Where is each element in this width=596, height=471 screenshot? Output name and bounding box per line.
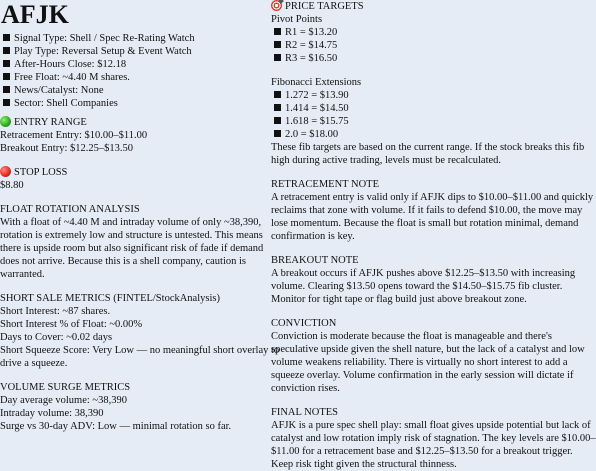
list-item: R2 = $14.75 [271,39,596,52]
fib-list [271,89,596,141]
square-bullet-icon [274,41,281,48]
square-bullet-icon [3,99,10,106]
retracement-note-section [271,178,596,243]
entry-range-section [0,116,282,155]
square-bullet-icon [3,47,10,54]
breakout-note-text: A breakout occurs if AFJK pushes above $12.25–$13.50 with increasing volume. Clearing $13.50 opens toward the $14.50–$15.75 fib cluster. Monitor for tight tape or flag build just above breakout zone. [271,268,576,305]
breakout-note-section [271,254,596,306]
retracement-note-text: A retracement entry is valid only if AFJK dips to $10.00–$11.00 and quickly reclaims that zone with volume. If it fails to defend $10.00, the move may lose momentum. Because the float is small but rotation minimal, demand confirmation is key. [271,192,594,242]
volume-surge-heading: VOLUME SURGE METRICS [0,382,131,393]
square-bullet-icon [274,91,281,98]
breakout-note-heading: BREAKOUT NOTE [271,255,359,266]
short-squeeze-score: Short Squeeze Score: Very Low — no meaningful short overlay to drive a squeeze. [0,345,280,369]
list-item: After-Hours Close: $12.18 [0,58,282,71]
pivot-points-label: Pivot Points [271,14,323,25]
summary-list [0,32,282,110]
square-bullet-icon [3,60,10,67]
list-item: Free Float: ~4.40 M shares. [0,71,282,84]
list-item: Play Type: Reversal Setup & Event Watch [0,45,282,58]
retracement-note-heading: RETRACEMENT NOTE [271,179,380,190]
target-dart-icon [271,0,282,11]
short-interest-pct: Short Interest % of Float: ~0.00% [0,319,143,330]
price-targets-section [271,0,596,167]
square-bullet-icon [3,34,10,41]
conviction-heading: CONVICTION [271,318,337,329]
conviction-section [271,317,596,395]
square-bullet-icon [3,73,10,80]
stop-loss-section [0,166,282,192]
list-item: Signal Type: Shell / Spec Re-Rating Watch [0,32,282,45]
square-bullet-icon [274,117,281,124]
list-item: 1.618 = $15.75 [271,115,596,128]
retracement-entry: Retracement Entry: $10.00–$11.00 [0,130,148,141]
float-rotation-text: With a float of ~4.40 M and intraday volume of only ~38,390, rotation is extremely low and structure is untested. This means there is upside room but also significant risk of fade if demand does not arrive. Because this is a shell company, caution is warranted. [0,217,264,280]
list-item: 1.272 = $13.90 [271,89,596,102]
final-notes-heading: FINAL NOTES [271,407,338,418]
volume-surge-section [0,381,282,433]
fibonacci-label: Fibonacci Extensions [271,77,362,88]
red-circle-icon [0,166,11,177]
square-bullet-icon [274,130,281,137]
float-rotation-heading: FLOAT ROTATION ANALYSIS [0,204,140,215]
breakout-entry: Breakout Entry: $12.25–$13.50 [0,143,133,154]
stop-loss-heading: STOP LOSS [0,166,282,179]
left-column [0,0,282,433]
right-column [271,0,596,471]
short-sale-section [0,292,282,370]
list-item: News/Catalyst: None [0,84,282,97]
square-bullet-icon [274,104,281,111]
short-interest: Short Interest: ~87 shares. [0,306,111,317]
list-item: Sector: Shell Companies [0,97,282,110]
final-notes-section [271,406,596,471]
intraday-volume: Intraday volume: 38,390 [0,408,104,419]
list-item: R1 = $13.20 [271,26,596,39]
list-item: R3 = $16.50 [271,52,596,65]
day-average-volume: Day average volume: ~38,390 [0,395,127,406]
fib-note: These fib targets are based on the current range. If the stock breaks this fib high during active trading, levels must be recalculated. [271,142,585,166]
list-item: 2.0 = $18.00 [271,128,596,141]
ticker-title: AFJK [1,0,69,29]
stop-loss-value: $8.80 [0,180,24,191]
float-rotation-section [0,203,282,281]
square-bullet-icon [3,86,10,93]
final-notes-text: AFJK is a pure spec shell play: small float gives upside potential but lack of catalyst and low rotation imply risk of stagnation. The key levels are $10.00–$11.00 for a retracement base and $12.25–$13.50 for a breakout trigger. Keep risk tight given the structural thinness. [271,420,596,470]
surge-vs-adv: Surge vs 30-day ADV: Low — minimal rotation so far. [0,421,232,432]
pivot-list [271,26,596,65]
conviction-text: Conviction is moderate because the float is manageable and there's speculative upside given the shell nature, but the lack of a catalyst and low volume weakens reliability. There is virtually no short interest to add a squeeze overlay. Volume confirmation in the early session will dictate if conviction rises. [271,331,585,394]
entry-range-heading: ENTRY RANGE [0,116,282,129]
list-item: 1.414 = $14.50 [271,102,596,115]
short-sale-heading: SHORT SALE METRICS (FINTEL/StockAnalysis) [0,293,220,304]
price-targets-heading: PRICE TARGETS [271,0,596,13]
square-bullet-icon [274,54,281,61]
days-to-cover: Days to Cover: ~0.02 days [0,332,113,343]
square-bullet-icon [274,28,281,35]
green-circle-icon [0,116,11,127]
